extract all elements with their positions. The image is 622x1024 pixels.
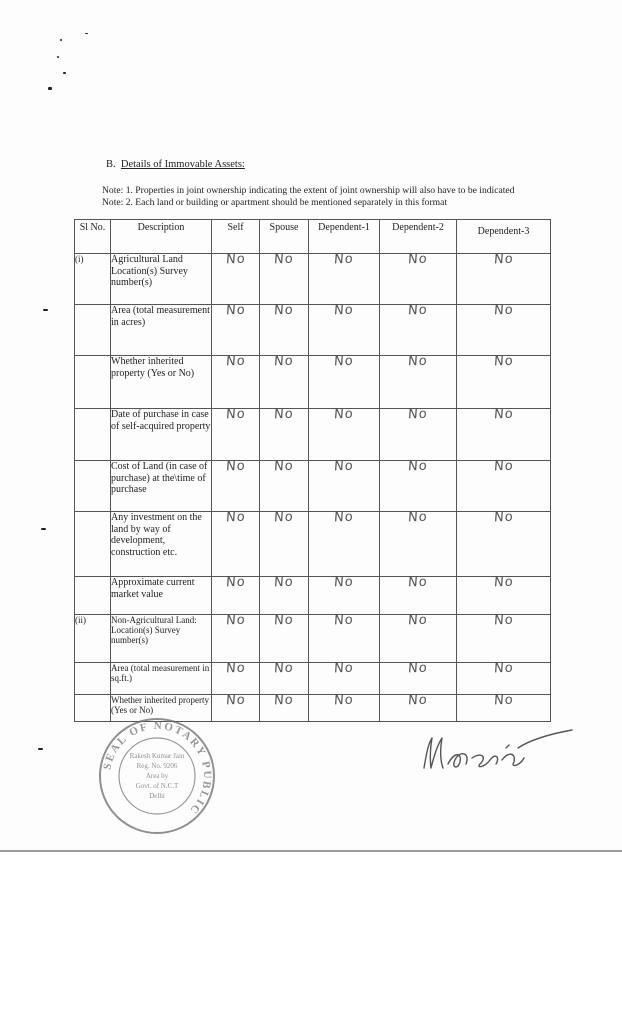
cell-dependent-2 xyxy=(380,660,457,695)
table-row xyxy=(75,512,551,577)
handwritten-answer: No xyxy=(225,458,246,475)
handwritten-answer: No xyxy=(493,692,514,709)
table-row xyxy=(75,254,551,305)
handwritten-answer: No xyxy=(407,692,429,709)
row-description: Cost of Land (in case of purchase) at the\time of purchase xyxy=(111,461,212,512)
header-sl: Sl No. xyxy=(75,220,111,254)
note-2: Note: 2. Each land or building or apartment should be mentioned separately in this format xyxy=(102,197,448,208)
cell-spouse xyxy=(260,302,309,356)
handwritten-answer: No xyxy=(225,353,246,370)
cell-dependent-2 xyxy=(380,574,457,615)
row-description: Any investment on the land by way of development, construction etc. xyxy=(111,512,212,577)
cell-self xyxy=(212,612,260,663)
cell-dependent-3 xyxy=(457,660,551,695)
handwritten-answer: No xyxy=(273,251,295,268)
seal-line: Rakesh Kumar Jain xyxy=(129,752,185,760)
row-description: Agricultural Land Location(s) Survey number(s) xyxy=(111,254,212,305)
header-dependent-3: Dependent-3 xyxy=(457,220,551,254)
cell-dependent-1 xyxy=(309,251,380,305)
immovable-assets-table xyxy=(74,219,551,722)
scan-speck xyxy=(48,87,52,90)
handwritten-answer: No xyxy=(493,302,514,319)
cell-dependent-2 xyxy=(380,302,457,356)
handwritten-answer: No xyxy=(333,406,355,423)
handwritten-answer: No xyxy=(333,353,355,370)
seal-graphic xyxy=(100,719,214,833)
handwritten-answer: No xyxy=(333,660,355,677)
scan-speck xyxy=(57,56,59,58)
cell-dependent-2 xyxy=(380,406,457,461)
page-edge xyxy=(0,850,622,852)
cell-spouse xyxy=(260,251,309,305)
row-description: Date of purchase in case of self-acquired property xyxy=(111,409,212,461)
handwritten-answer: No xyxy=(493,406,514,423)
seal-line: Area by xyxy=(145,772,169,780)
cell-spouse xyxy=(260,612,309,663)
handwritten-answer: No xyxy=(333,612,355,629)
cell-dependent-1 xyxy=(309,302,380,356)
seal-line: Govt. of N.C.T xyxy=(135,782,179,790)
handwritten-answer: No xyxy=(493,509,514,526)
cell-self xyxy=(212,406,260,461)
row-sl: (i) xyxy=(75,254,111,305)
handwritten-signature xyxy=(410,718,580,778)
cell-spouse xyxy=(260,692,309,722)
handwritten-answer: No xyxy=(333,458,355,475)
cell-dependent-1 xyxy=(309,353,380,409)
cell-dependent-1 xyxy=(309,612,380,663)
cell-self xyxy=(212,458,260,512)
table-row xyxy=(75,663,551,695)
handwritten-answer: No xyxy=(493,458,514,475)
table-row xyxy=(75,305,551,356)
cell-self xyxy=(212,251,260,305)
handwritten-answer: No xyxy=(493,660,514,677)
handwritten-answer: No xyxy=(407,574,429,591)
note-1: Note: 1. Properties in joint ownership indicating the extent of joint ownership will also have to be indicated xyxy=(102,185,515,196)
table-row xyxy=(75,356,551,409)
handwritten-answer: No xyxy=(407,302,429,319)
cell-dependent-2 xyxy=(380,251,457,305)
row-sl xyxy=(75,512,111,577)
handwritten-answer: No xyxy=(273,612,295,629)
cell-dependent-3 xyxy=(457,612,551,663)
row-sl xyxy=(75,663,111,695)
table-row xyxy=(75,577,551,615)
row-sl xyxy=(75,409,111,461)
row-sl xyxy=(75,356,111,409)
cell-dependent-3 xyxy=(457,406,551,461)
handwritten-answer: No xyxy=(333,574,355,591)
handwritten-answer: No xyxy=(273,574,295,591)
cell-spouse xyxy=(260,458,309,512)
handwritten-answer: No xyxy=(225,509,246,526)
handwritten-answer: No xyxy=(407,612,429,629)
handwritten-answer: No xyxy=(273,406,295,423)
handwritten-answer: No xyxy=(407,509,429,526)
header-self: Self xyxy=(212,220,260,254)
table-row xyxy=(75,615,551,663)
handwritten-answer: No xyxy=(493,353,514,370)
handwritten-answer: No xyxy=(273,692,295,709)
handwritten-answer: No xyxy=(273,353,295,370)
cell-dependent-2 xyxy=(380,353,457,409)
cell-self xyxy=(212,509,260,577)
row-description: Non-Agricultural Land: Location(s) Survey number(s) xyxy=(111,615,212,663)
header-dependent-1: Dependent-1 xyxy=(309,220,380,254)
seal-line: Reg. No. 9206 xyxy=(136,762,178,770)
handwritten-answer: No xyxy=(225,612,246,629)
handwritten-answer: No xyxy=(273,458,295,475)
cell-dependent-1 xyxy=(309,406,380,461)
cell-spouse xyxy=(260,574,309,615)
cell-dependent-1 xyxy=(309,509,380,577)
cell-dependent-3 xyxy=(457,251,551,305)
table-header-row xyxy=(75,220,551,254)
handwritten-answer: No xyxy=(407,251,429,268)
handwritten-answer: No xyxy=(225,574,246,591)
row-description: Approximate current market value xyxy=(111,577,212,615)
handwritten-answer: No xyxy=(407,406,429,423)
handwritten-answer: No xyxy=(493,251,514,268)
header-dependent-2: Dependent-2 xyxy=(380,220,457,254)
row-description: Whether inherited property (Yes or No) xyxy=(111,356,212,409)
cell-spouse xyxy=(260,353,309,409)
handwritten-answer: No xyxy=(273,302,295,319)
handwritten-answer: No xyxy=(407,458,429,475)
cell-dependent-1 xyxy=(309,458,380,512)
row-sl: (ii) xyxy=(75,615,111,663)
cell-dependent-3 xyxy=(457,509,551,577)
handwritten-answer: No xyxy=(333,692,355,709)
handwritten-answer: No xyxy=(493,574,514,591)
cell-dependent-2 xyxy=(380,509,457,577)
handwritten-answer: No xyxy=(225,406,246,423)
seal-line: Delhi xyxy=(149,792,165,800)
table-row xyxy=(75,409,551,461)
handwritten-answer: No xyxy=(407,353,429,370)
cell-self xyxy=(212,574,260,615)
cell-dependent-3 xyxy=(457,302,551,356)
scan-speck xyxy=(63,72,66,74)
handwritten-answer: No xyxy=(225,692,246,709)
scan-speck xyxy=(43,309,48,311)
row-sl xyxy=(75,577,111,615)
section-title: Details of Immovable Assets: xyxy=(120,159,245,170)
row-description: Area (total measurement in acres) xyxy=(111,305,212,356)
cell-dependent-1 xyxy=(309,692,380,722)
cell-dependent-3 xyxy=(457,574,551,615)
row-sl xyxy=(75,461,111,512)
section-heading xyxy=(106,159,245,170)
scan-speck xyxy=(85,33,88,34)
handwritten-answer: No xyxy=(333,251,355,268)
cell-spouse xyxy=(260,509,309,577)
cell-self xyxy=(212,692,260,722)
table-row xyxy=(75,461,551,512)
cell-dependent-1 xyxy=(309,574,380,615)
handwritten-answer: No xyxy=(225,251,246,268)
section-prefix: B. xyxy=(106,159,116,170)
cell-spouse xyxy=(260,406,309,461)
cell-dependent-2 xyxy=(380,612,457,663)
cell-dependent-2 xyxy=(380,458,457,512)
scan-speck xyxy=(41,528,46,530)
header-spouse: Spouse xyxy=(260,220,309,254)
handwritten-answer: No xyxy=(225,660,246,677)
cell-dependent-3 xyxy=(457,353,551,409)
cell-self xyxy=(212,660,260,695)
handwritten-answer: No xyxy=(493,612,514,629)
notary-seal xyxy=(97,716,217,836)
handwritten-answer: No xyxy=(407,660,429,677)
row-description: Area (total measurement in sq.ft.) xyxy=(111,663,212,695)
seal-ring-text: SEAL OF NOTARY PUBLIC xyxy=(101,719,214,818)
handwritten-answer: No xyxy=(273,509,295,526)
header-description: Description xyxy=(111,220,212,254)
cell-dependent-3 xyxy=(457,458,551,512)
scan-speck xyxy=(38,748,43,750)
handwritten-answer: No xyxy=(273,660,295,677)
cell-dependent-1 xyxy=(309,660,380,695)
row-sl xyxy=(75,305,111,356)
cell-self xyxy=(212,302,260,356)
cell-spouse xyxy=(260,660,309,695)
handwritten-answer: No xyxy=(225,302,246,319)
handwritten-answer: No xyxy=(333,509,355,526)
row-description: Whether inherited property (Yes or No) xyxy=(111,695,212,722)
cell-self xyxy=(212,353,260,409)
scan-speck xyxy=(60,39,62,41)
handwritten-answer: No xyxy=(333,302,355,319)
